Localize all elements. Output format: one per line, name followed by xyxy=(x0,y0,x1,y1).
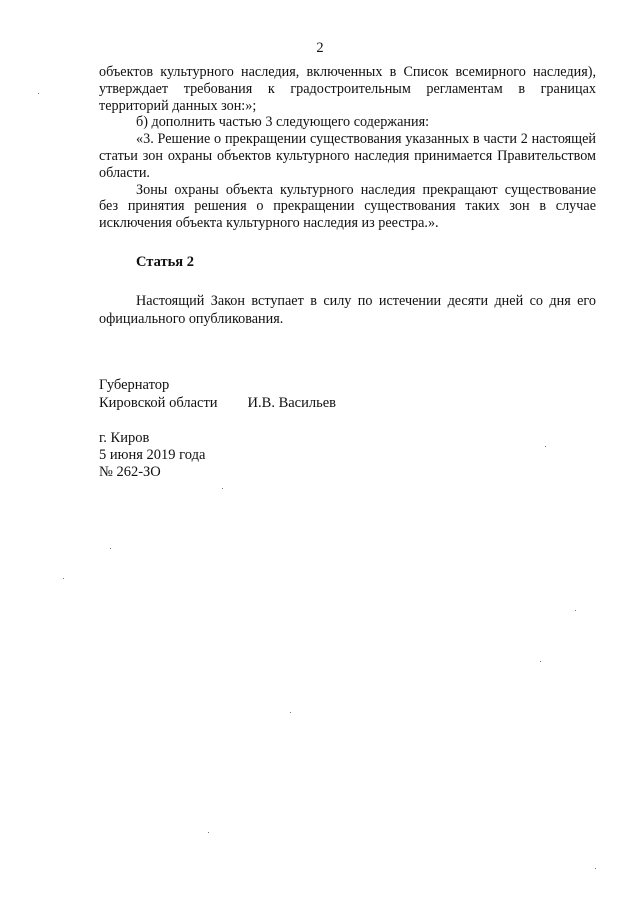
signatory-title-line1: Губернатор xyxy=(99,377,170,393)
page-number: 2 xyxy=(316,40,324,56)
scan-speck xyxy=(575,610,576,611)
article-paragraph: Настоящий Закон вступает в силу по истечении десяти дней со дня его официального опубликования. xyxy=(99,293,596,327)
article-heading: Статья 2 xyxy=(136,254,194,270)
document-body xyxy=(99,64,596,232)
paragraph-continuation: объектов культурного наследия, включенных в Список всемирного наследия), утверждает требования к градостроительным регламентам в границах территорий данных зон:»; xyxy=(99,64,596,114)
signature-block xyxy=(99,376,336,412)
signatory-title-line2: Кировской области xyxy=(99,395,218,411)
scan-speck xyxy=(63,578,64,579)
scan-speck xyxy=(208,832,209,833)
scan-speck xyxy=(545,446,546,447)
paragraph-part-3: «3. Решение о прекращении существования указанных в части 2 настоящей статьи зон охраны объектов культурного наследия принимается Правительством области. xyxy=(99,131,596,181)
place-city: г. Киров xyxy=(99,430,150,446)
paragraph-zones-termination: Зоны охраны объекта культурного наследия прекращают существование без принятия решения о прекращении существования таких зон в случае исключения объекта культурного наследия из реестра.». xyxy=(99,181,596,232)
scan-speck xyxy=(110,548,111,549)
paragraph-amendment-b: б) дополнить частью 3 следующего содержания: xyxy=(136,114,430,131)
scan-speck xyxy=(540,661,541,662)
signatory-name: И.В. Васильев xyxy=(247,395,336,411)
scan-speck xyxy=(595,868,596,869)
scan-speck xyxy=(222,488,223,489)
scan-speck xyxy=(290,712,291,713)
place-date: 5 июня 2019 года xyxy=(99,447,206,463)
article-text xyxy=(99,292,596,328)
signatory-title-line2-row xyxy=(99,394,336,412)
place-date-block xyxy=(99,430,205,481)
law-number: № 262-ЗО xyxy=(99,464,161,480)
scan-speck xyxy=(38,93,39,94)
